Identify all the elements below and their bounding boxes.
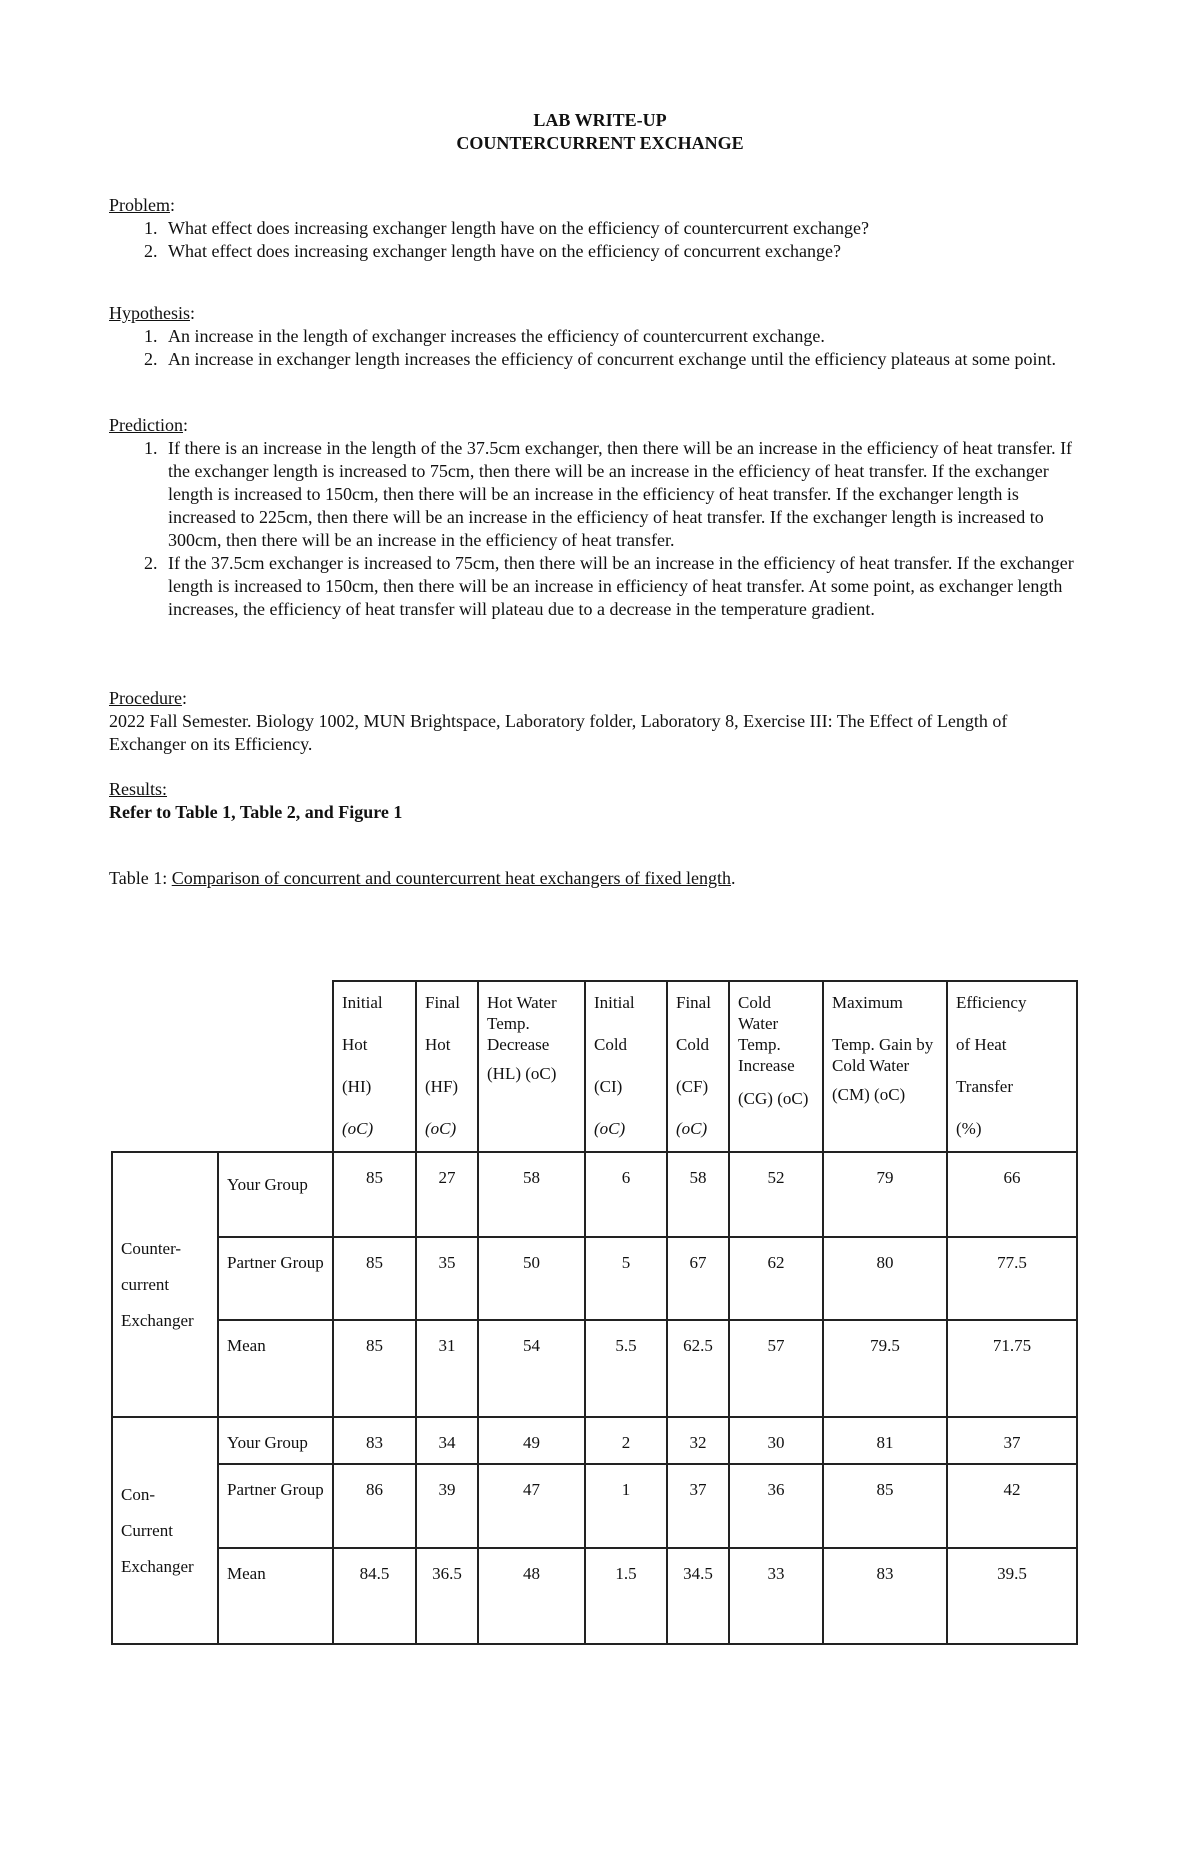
table-cell: 81 [823, 1417, 947, 1464]
header-hot-water-decrease [478, 981, 585, 1152]
table-cell: 1.5 [585, 1548, 667, 1644]
header-text: (HL) (oC) [487, 1064, 557, 1083]
table-cell: 36 [729, 1464, 823, 1548]
table-cell: 54 [478, 1320, 585, 1417]
table-cell: 62.5 [667, 1320, 729, 1417]
table-cell: 6 [585, 1152, 667, 1237]
problem-item: 2. What effect does increasing exchanger length have on the efficiency of concurrent exchange? [162, 240, 1089, 263]
table-cell: 39 [416, 1464, 478, 1548]
group-label: Counter- current Exchanger [112, 1152, 218, 1417]
prediction-item: 2. If the 37.5cm exchanger is increased to 75cm, then there will be an increase in the efficiency of heat transfer. If the exchanger length is increased to 150cm, then there will be an increase in efficiency of heat transfer. At some point, as exchanger length increases, the efficiency of heat transfer will plateau due to a decrease in the temperature gradient. [162, 552, 1082, 621]
group-label: Con- Current Exchanger [112, 1417, 218, 1644]
header-text: (HF) [425, 1077, 459, 1096]
caption-prefix: Table 1: [109, 868, 172, 888]
table-cell: 85 [333, 1237, 416, 1320]
header-text: Transfer [956, 1077, 1013, 1096]
header-text: Cold [676, 1035, 710, 1054]
header-text: Temp. Gain by Cold Water [832, 1035, 934, 1075]
header-efficiency [947, 981, 1077, 1152]
table-cell: 33 [729, 1548, 823, 1644]
header-text: (oC) [342, 1119, 374, 1138]
prediction-section: Prediction: 1. If there is an increase in the length of the 37.5cm exchanger, then there will be an increase in the efficiency of heat transfer. If the exchanger length is increased to 75cm, then there will be an increase in the efficiency of heat transfer. If the exchanger length is increased to 150cm, then there will be an increase in the efficiency of heat transfer. If the exchanger length is increased to 225cm, then there will be an increase in the efficiency of heat transfer. If the exchanger length is increased to 300cm, then there will be an increase in the efficiency of heat transfer. 2. If the 37.5cm exchanger is increased to 75cm, then there will be an increase in the efficiency of heat transfer. If the exchanger length is increased to 150cm, then there will be an increase in efficiency of heat transfer. At some point, as exchanger length increases, the efficiency of heat transfer will plateau due to a decrease in the temperature gradient. [109, 414, 1089, 621]
table-row [112, 1237, 1077, 1320]
caption-suffix: . [731, 868, 736, 888]
problem-section: Problem: 1. What effect does increasing exchanger length have on the efficiency of countercurrent exchange? 2. What effect does increasing exchanger length have on the efficiency of concurrent exchange? [109, 194, 1089, 263]
row-label: Partner Group [218, 1464, 333, 1548]
table-cell: 47 [478, 1464, 585, 1548]
header-text: (%) [956, 1119, 982, 1138]
table-cell: 37 [947, 1417, 1077, 1464]
table-cell: 57 [729, 1320, 823, 1417]
table-cell: 86 [333, 1464, 416, 1548]
header-text: Final [425, 993, 460, 1012]
table-cell: 52 [729, 1152, 823, 1237]
table-cell: 80 [823, 1237, 947, 1320]
header-final-cold [667, 981, 729, 1152]
table-cell: 83 [333, 1417, 416, 1464]
table-cell: 48 [478, 1548, 585, 1644]
table-cell: 32 [667, 1417, 729, 1464]
table-cell: 79 [823, 1152, 947, 1237]
row-label: Partner Group [218, 1237, 333, 1320]
hypothesis-heading: Hypothesis [109, 303, 190, 323]
table-cell: 5 [585, 1237, 667, 1320]
procedure-text: 2022 Fall Semester. Biology 1002, MUN Brightspace, Laboratory folder, Laboratory 8, Exercise III: The Effect of Length of Exchanger on its Efficiency. [109, 711, 1008, 754]
title-line-1: LAB WRITE-UP [533, 110, 667, 130]
table-cell: 39.5 [947, 1548, 1077, 1644]
table-cell: 36.5 [416, 1548, 478, 1644]
hypothesis-item: 2. An increase in exchanger length increases the efficiency of concurrent exchange until the efficiency plateaus at some point. [162, 348, 1082, 371]
header-initial-hot [333, 981, 416, 1152]
header-text: Cold Water Temp. Increase [738, 993, 795, 1075]
table-cell: 77.5 [947, 1237, 1077, 1320]
table-cell: 50 [478, 1237, 585, 1320]
table-cell: 66 [947, 1152, 1077, 1237]
table-caption [109, 867, 1089, 890]
header-final-hot [416, 981, 478, 1152]
header-initial-cold [585, 981, 667, 1152]
table-cell: 85 [823, 1464, 947, 1548]
table-cell: 84.5 [333, 1548, 416, 1644]
header-text: Final [676, 993, 711, 1012]
header-text: (CM) (oC) [832, 1085, 906, 1104]
header-text: Cold [594, 1035, 628, 1054]
table-cell: 58 [478, 1152, 585, 1237]
table-row [112, 1320, 1077, 1417]
results-text: Refer to Table 1, Table 2, and Figure 1 [109, 802, 403, 822]
row-label: Mean [218, 1548, 333, 1644]
header-text: (oC) [676, 1119, 708, 1138]
header-text: Hot [425, 1035, 451, 1054]
results-table [111, 980, 1078, 1645]
header-text: Maximum [832, 993, 903, 1012]
header-cold-water-increase [729, 981, 823, 1152]
problem-item: 1. What effect does increasing exchanger length have on the efficiency of countercurrent exchange? [162, 217, 1089, 240]
table-cell: 67 [667, 1237, 729, 1320]
header-text: of Heat [956, 1035, 1007, 1054]
table-row [112, 1548, 1077, 1644]
header-row [112, 981, 1077, 1152]
table-cell: 37 [667, 1464, 729, 1548]
procedure-section: Procedure: 2022 Fall Semester. Biology 1002, MUN Brightspace, Laboratory folder, Laboratory 8, Exercise III: The Effect of Length of Exchanger on its Efficiency. [109, 687, 1039, 756]
problem-heading: Problem [109, 195, 170, 215]
table-cell: 30 [729, 1417, 823, 1464]
header-text: Initial [342, 993, 383, 1012]
table-cell: 42 [947, 1464, 1077, 1548]
table-body [112, 1152, 1077, 1644]
prediction-item: 1. If there is an increase in the length of the 37.5cm exchanger, then there will be an increase in the efficiency of heat transfer. If the exchanger length is increased to 75cm, then there will be an increase in the efficiency of heat transfer. If the exchanger length is increased to 150cm, then there will be an increase in the efficiency of heat transfer. If the exchanger length is increased to 225cm, then there will be an increase in the efficiency of heat transfer. If the exchanger length is increased to 300cm, then there will be an increase in the efficiency of heat transfer. [162, 437, 1082, 552]
table-cell: 83 [823, 1548, 947, 1644]
caption-text: Comparison of concurrent and countercurrent heat exchangers of fixed length [171, 868, 732, 888]
table-row [112, 1417, 1077, 1464]
hypothesis-section: Hypothesis: 1. An increase in the length of exchanger increases the efficiency of countercurrent exchange. 2. An increase in exchanger length increases the efficiency of concurrent exchange until the efficiency plateaus at some point. [109, 302, 1089, 371]
table-cell: 85 [333, 1152, 416, 1237]
table-cell: 31 [416, 1320, 478, 1417]
header-text: (HI) [342, 1077, 372, 1096]
row-label: Mean [218, 1320, 333, 1417]
header-text: (oC) [594, 1119, 626, 1138]
header-text: Hot [342, 1035, 368, 1054]
header-text: (CG) (oC) [738, 1089, 809, 1108]
table-cell: 27 [416, 1152, 478, 1237]
header-text: (CI) [594, 1077, 623, 1096]
results-heading: Results: [109, 779, 168, 799]
table-cell: 49 [478, 1417, 585, 1464]
procedure-heading: Procedure [109, 688, 182, 708]
hypothesis-item: 1. An increase in the length of exchanger increases the efficiency of countercurrent exchange. [162, 325, 1082, 348]
table-cell: 58 [667, 1152, 729, 1237]
title-line-2: COUNTERCURRENT EXCHANGE [456, 133, 744, 153]
header-blank [112, 981, 333, 1152]
row-label: Your Group [218, 1152, 333, 1237]
header-text: Efficiency [956, 993, 1027, 1012]
table-row [112, 1152, 1077, 1237]
table-cell: 85 [333, 1320, 416, 1417]
header-text: (CF) [676, 1077, 709, 1096]
table-cell: 62 [729, 1237, 823, 1320]
header-max-temp-gain [823, 981, 947, 1152]
header-text: Hot Water Temp. Decrease [487, 993, 557, 1054]
table-cell: 5.5 [585, 1320, 667, 1417]
header-text: Initial [594, 993, 635, 1012]
table-cell: 35 [416, 1237, 478, 1320]
table-cell: 34.5 [667, 1548, 729, 1644]
table-cell: 1 [585, 1464, 667, 1548]
results-section [109, 778, 1089, 824]
header-text: (oC) [425, 1119, 457, 1138]
table-row [112, 1464, 1077, 1548]
table-cell: 2 [585, 1417, 667, 1464]
row-label: Your Group [218, 1417, 333, 1464]
doc-title [0, 109, 1200, 155]
table-cell: 34 [416, 1417, 478, 1464]
table-cell: 71.75 [947, 1320, 1077, 1417]
table-cell: 79.5 [823, 1320, 947, 1417]
prediction-heading: Prediction [109, 415, 183, 435]
